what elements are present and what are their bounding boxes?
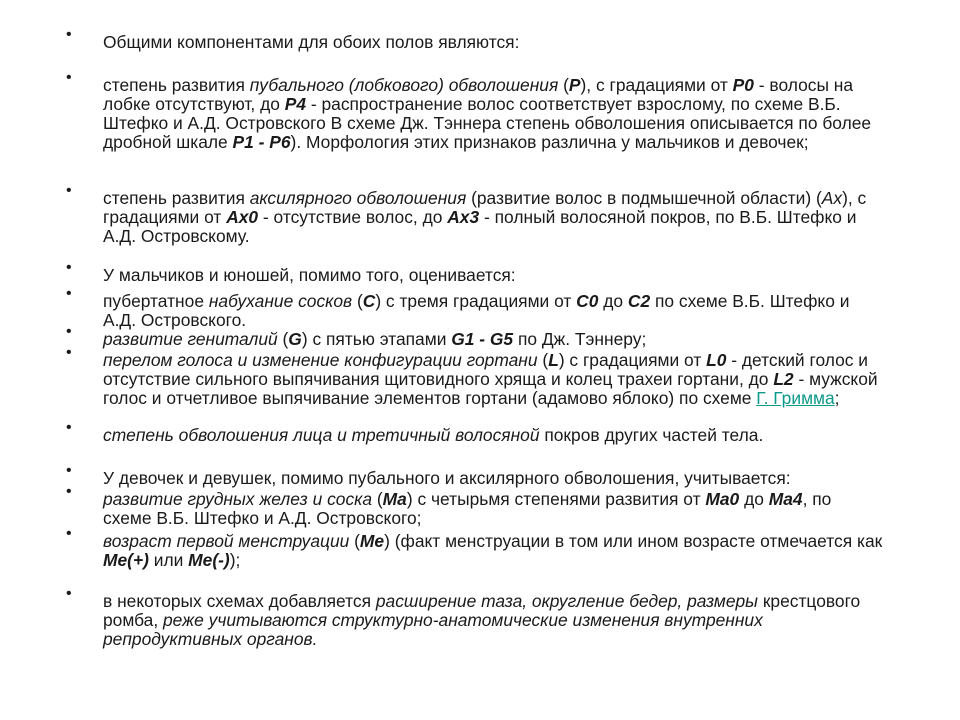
text-run: ), с градациями от	[580, 75, 733, 95]
text-run: степень развития	[103, 75, 250, 95]
text-run: У девочек и девушек, помимо пубального и аксилярного обволошения, учитывается:	[103, 468, 791, 488]
list-item-text	[103, 291, 849, 330]
text-run: Ax3	[447, 207, 480, 227]
text-run: Me(-)	[188, 550, 230, 570]
list-item-text	[103, 75, 871, 152]
text-run: P4	[284, 94, 307, 114]
text-run: C	[362, 291, 376, 311]
bullet-icon: •	[66, 182, 72, 199]
bullet-icon: •	[66, 26, 72, 43]
text-run: P0	[732, 75, 754, 95]
bullet-icon: •	[66, 419, 72, 436]
text-run: (	[558, 75, 569, 95]
text-run: до	[739, 489, 769, 509]
text-run: Общими компонентами для обоих полов являются:	[103, 32, 520, 52]
grimm-link[interactable]: Г. Гримма	[756, 388, 835, 408]
text-run: ), с градациями от	[103, 188, 867, 227]
text-run: ) с четырьмя степенями развития от	[406, 489, 706, 509]
bullet-icon: •	[66, 585, 72, 602]
list-item	[66, 483, 883, 528]
text-run: реже учитываются структурно-анатомические изменения внутренних репродуктивных органов.	[103, 610, 763, 649]
text-run: - волосы на лобке отсутствуют, до	[103, 75, 854, 114]
bullet-icon: •	[66, 525, 72, 542]
text-run: покров других частей тела.	[539, 425, 764, 445]
text-run: ) (факт менструации в том или ином возрасте отмечается как	[384, 531, 883, 551]
list-item-text	[103, 489, 831, 528]
list-item	[66, 182, 883, 246]
text-run: по схеме В.Б. Штефко и А.Д. Островского.	[103, 291, 850, 330]
text-run: (развитие волос в подмышечной области) (	[466, 188, 822, 208]
text-run: P	[568, 75, 581, 95]
bullet-icon: •	[66, 344, 72, 361]
list-item	[66, 285, 883, 330]
text-run: степень развития	[103, 188, 250, 208]
text-run: L2	[773, 369, 794, 389]
text-run: (	[352, 291, 363, 311]
text-run: ;	[834, 388, 840, 408]
text-run: - распространение волос соответствует взрослому, по схеме В.Б. Штефко и А.Д. Островского В схеме Дж. Тэннера степень обволошения описывается по более дробной шкале	[103, 94, 872, 152]
text-run: (	[372, 489, 383, 509]
list-item	[66, 69, 883, 152]
text-run: - полный волосяной покров, по В.Б. Штефко и А.Д. Островскому.	[103, 207, 857, 246]
text-run: );	[229, 550, 241, 570]
text-run: - мужской голос и отчетливое выпячивание элементов гортани (адамово яблоко) по схеме	[103, 369, 878, 408]
text-run: перелом голоса и изменение конфигурации гортани	[103, 350, 538, 370]
text-run: степень обволошения лица и третичный волосяной	[103, 425, 540, 445]
list-item-text	[103, 265, 516, 285]
list-item	[66, 525, 883, 570]
list-item	[66, 26, 883, 52]
text-run: (	[349, 531, 360, 551]
text-run: Ax0	[226, 207, 259, 227]
text-run: Ma0	[705, 489, 740, 509]
text-run: G1 - G5	[451, 329, 514, 349]
bullet-icon: •	[66, 323, 72, 340]
list-item-text	[103, 32, 519, 52]
list-item-text	[103, 425, 763, 445]
text-run: ) с пятью этапами	[301, 329, 452, 349]
text-run: Me(+)	[103, 550, 149, 570]
text-run: Ma	[382, 489, 407, 509]
bullet-icon: •	[66, 69, 72, 86]
list-item	[66, 259, 883, 285]
text-run: развитие грудных желез и соска	[103, 489, 373, 509]
list-item-text	[103, 591, 860, 649]
text-run: , по схеме В.Б. Штефко и А.Д. Островского;	[103, 489, 832, 528]
list-item-text	[103, 329, 646, 349]
text-run: ) с градациями от	[558, 350, 707, 370]
list-item-text	[103, 350, 878, 408]
text-run: аксилярного обволошения	[249, 188, 467, 208]
list-item	[66, 462, 883, 488]
list-item	[66, 344, 883, 408]
text-run: ). Морфология этих признаков различна у мальчиков и девочек;	[290, 132, 809, 152]
text-run: - детский голос и отсутствие сильного выпячивания щитовидного хряща и колец трахеи гортани, до	[103, 350, 868, 389]
text-run: крестцового ромба,	[103, 591, 861, 630]
bullet-icon: •	[66, 259, 72, 276]
text-run: - отсутствие волос, до	[258, 207, 448, 227]
text-run: до	[598, 291, 628, 311]
text-run: C2	[627, 291, 651, 311]
list-item-text	[103, 468, 791, 488]
bullet-icon: •	[66, 462, 72, 479]
bullet-icon: •	[66, 285, 72, 302]
list-item-text	[103, 531, 882, 570]
text-run: или	[148, 550, 189, 570]
text-run: У мальчиков и юношей, помимо того, оценивается:	[103, 265, 516, 285]
text-run: пубертатное	[103, 291, 209, 311]
text-run: в некоторых схемах добавляется	[103, 591, 376, 611]
text-run: Me	[359, 531, 385, 551]
text-run: G	[288, 329, 302, 349]
text-run: развитие гениталий	[103, 329, 278, 349]
text-run: L0	[706, 350, 727, 370]
list-item	[66, 585, 883, 649]
text-run: Ax	[821, 188, 843, 208]
text-run: L	[548, 350, 559, 370]
text-run: P1 - P6	[232, 132, 291, 152]
text-run: расширение таза, округление бедер, размеры	[375, 591, 758, 611]
list-item-text	[103, 188, 866, 246]
text-run: возраст первой менструации	[103, 531, 350, 551]
text-run: пубального (лобкового) обволошения	[249, 75, 559, 95]
text-run: C0	[576, 291, 599, 311]
text-run: (	[537, 350, 549, 370]
list-item	[66, 323, 883, 349]
text-run: (	[277, 329, 289, 349]
text-run: набухание сосков	[208, 291, 353, 311]
bullet-icon: •	[66, 483, 72, 500]
text-run: по Дж. Тэннеру;	[513, 329, 647, 349]
list-item	[66, 419, 883, 445]
text-run: ) с тремя градациями от	[375, 291, 577, 311]
text-run: Ma4	[768, 489, 803, 509]
